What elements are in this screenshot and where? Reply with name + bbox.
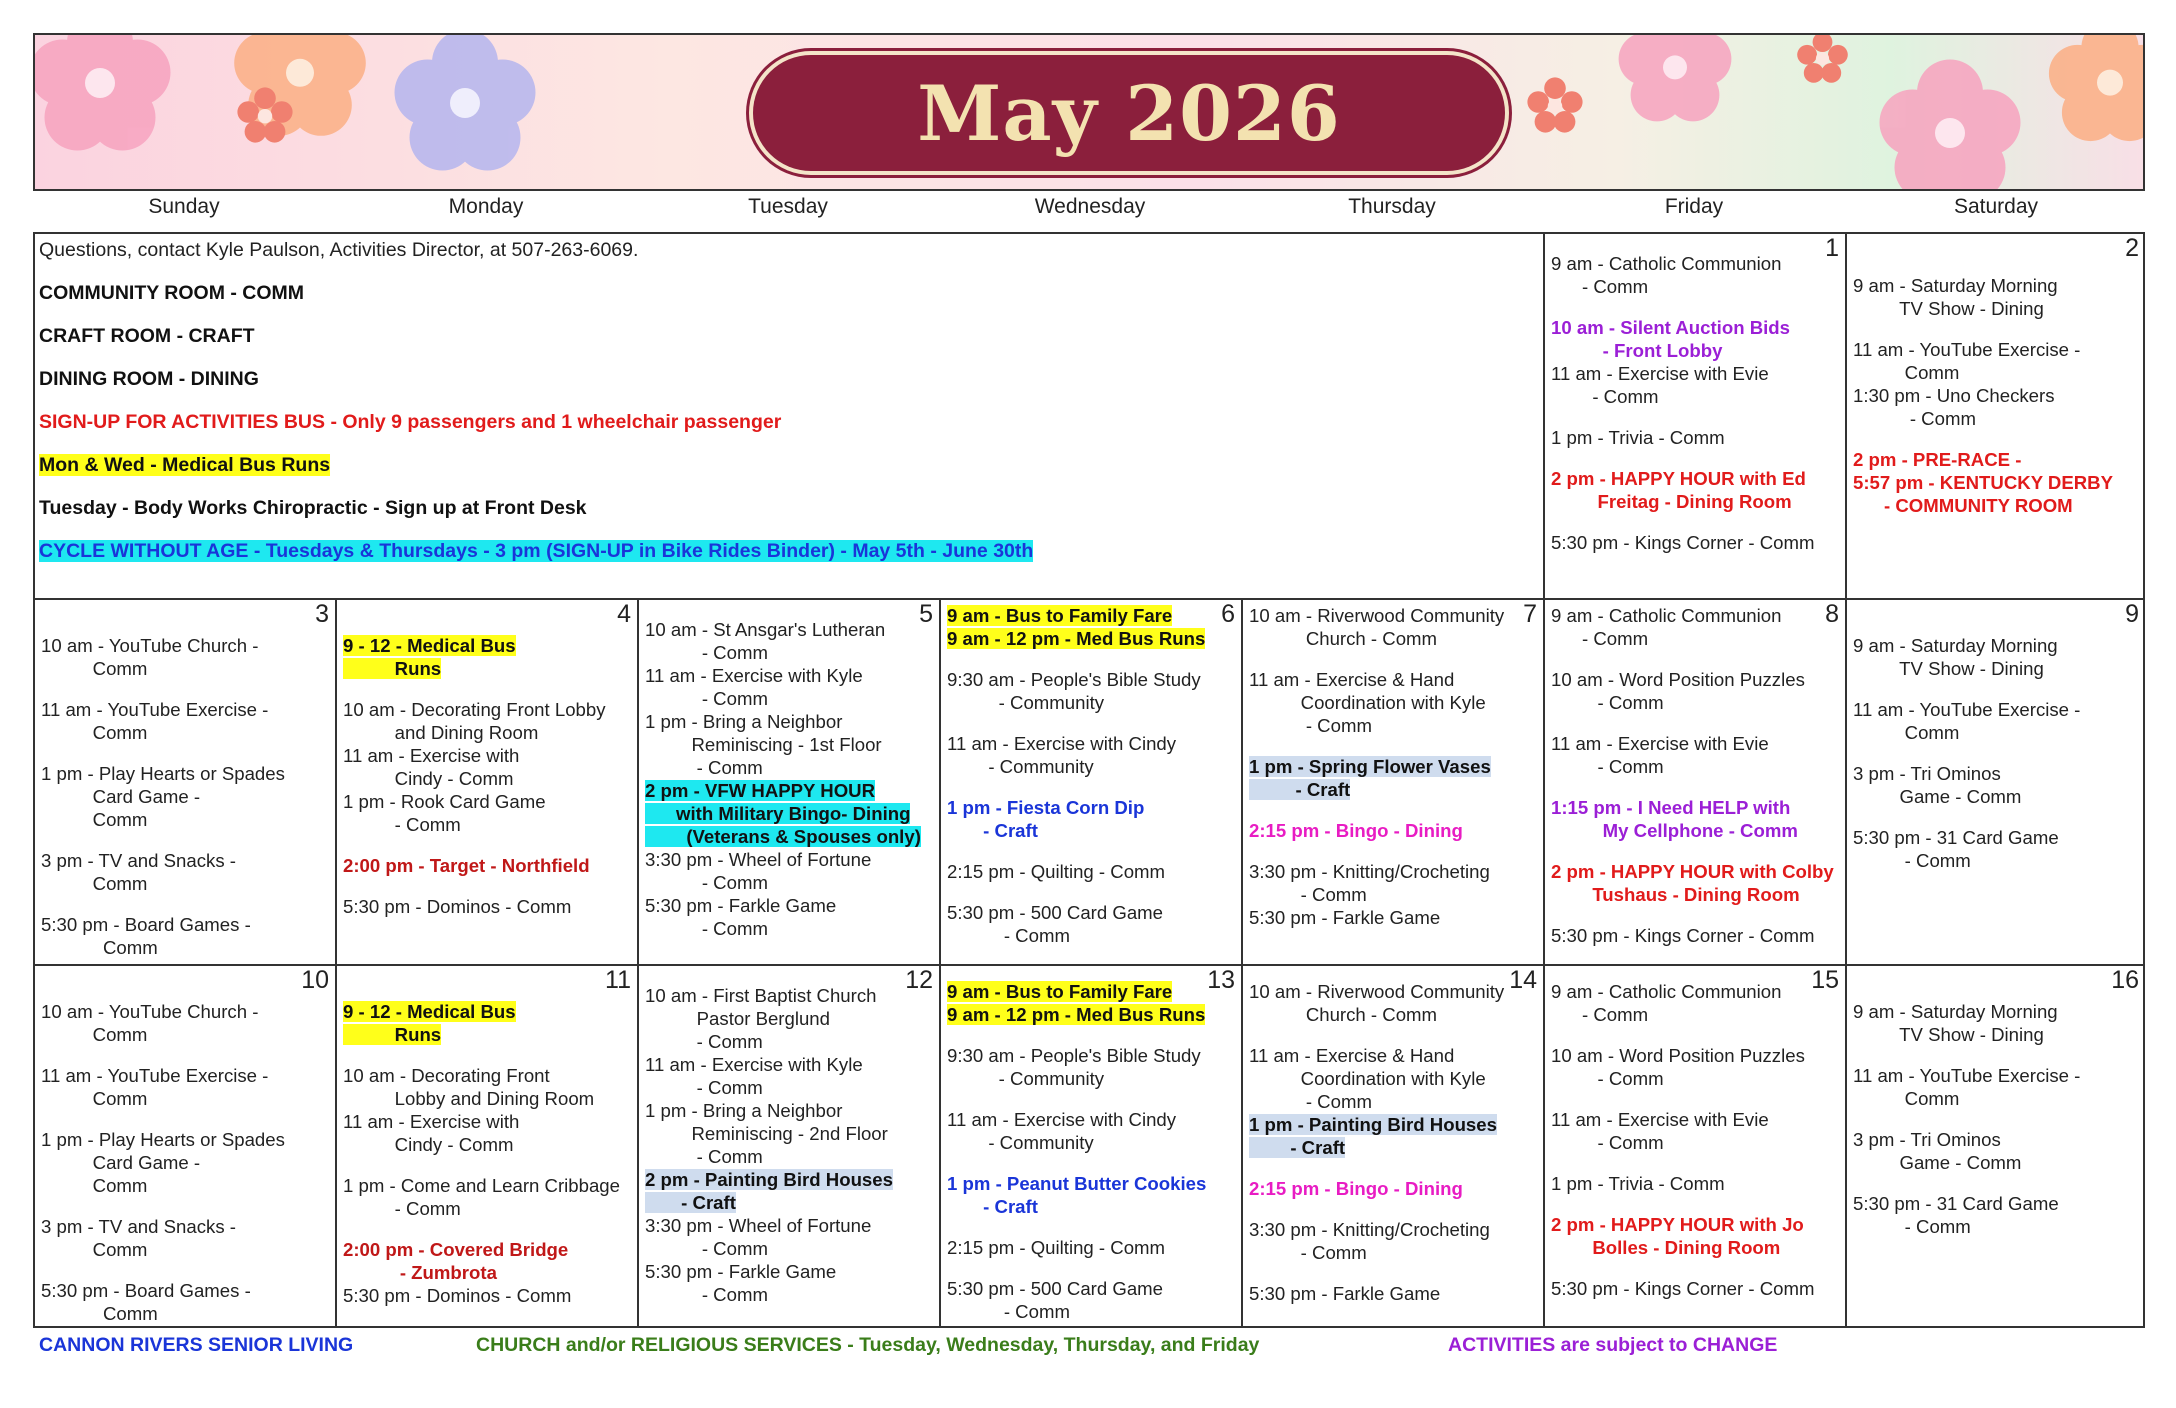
event-item: 1:30 pm - Uno Checkers - Comm: [1853, 385, 2055, 429]
event-item: 5:30 pm - 31 Card Game - Comm: [1853, 1193, 2059, 1237]
footer-org-name: CANNON RIVERS SENIOR LIVING: [39, 1334, 354, 1356]
event-list: [947, 980, 1237, 1326]
day-cell-16: [1847, 966, 2145, 1326]
event-item: 2:15 pm - Quilting - Comm: [947, 861, 1166, 882]
event-item: 11 am - Exercise with Cindy - Comm: [343, 745, 520, 789]
event-item: 10 am - Word Position Puzzles - Comm: [1551, 669, 1805, 713]
day-number: 2: [2125, 234, 2139, 262]
event-item: 3 pm - Tri Ominos Game - Comm: [1853, 763, 2022, 807]
event-item: 5:30 pm - 500 Card Game - Comm: [947, 1278, 1163, 1322]
flower-decoration-icon: [235, 85, 295, 145]
event-item: 1 pm - Trivia - Comm: [1551, 1173, 1725, 1194]
event-item: 9 am - Saturday Morning TV Show - Dining: [1853, 635, 2058, 679]
title-plate: [753, 55, 1505, 171]
event-item: 2:00 pm - Covered Bridge - Zumbrota: [343, 1239, 569, 1283]
info-line: [39, 537, 1529, 565]
event-list: [947, 604, 1237, 964]
event-item: [1249, 1113, 1539, 1159]
event-item: 5:30 pm - Kings Corner - Comm: [1551, 925, 1815, 946]
day-cell-4: [337, 600, 637, 964]
event-item: 5:30 pm - 500 Card Game - Comm: [947, 902, 1163, 946]
event-item: [947, 604, 1237, 650]
event-item: 3 pm - TV and Snacks - Comm: [41, 850, 236, 894]
event-item: 10 am - YouTube Church - Comm: [41, 1001, 259, 1045]
event-item: [947, 980, 1237, 1026]
event-item: 5:30 pm - Kings Corner - Comm: [1551, 1278, 1815, 1299]
day-cell-7: [1243, 600, 1543, 964]
info-line: [39, 451, 1529, 479]
event-item: [1249, 755, 1539, 801]
event-item: 2:00 pm - Target - Northfield: [343, 855, 590, 876]
event-list: [41, 1000, 331, 1326]
event-list: [1249, 604, 1539, 947]
day-cell-13: [941, 966, 1241, 1326]
day-cell-11: [337, 966, 637, 1326]
day-cell-8: [1545, 600, 1845, 964]
event-list: [343, 1000, 633, 1325]
event-item: 2:15 pm - Quilting - Comm: [947, 1237, 1166, 1258]
day-number: 11: [605, 966, 631, 994]
event-item: 10 am - First Baptist Church Pastor Berglund - Comm: [645, 985, 877, 1052]
day-number: 14: [1509, 966, 1537, 994]
event-item: 5:30 pm - Farkle Game - Comm: [645, 895, 837, 939]
event-item: 10 am - YouTube Church - Comm: [41, 635, 259, 679]
event-item: 11 am - Exercise with Cindy - Community: [947, 1109, 1177, 1153]
event-item: 3:30 pm - Knitting/Crocheting - Comm: [1249, 861, 1490, 905]
event-item: 10 am - Word Position Puzzles - Comm: [1551, 1045, 1805, 1089]
event-item: 9 am - Catholic Communion - Comm: [1551, 605, 1782, 649]
event-item: 1 pm - Play Hearts or Spades Card Game - Comm: [41, 1129, 285, 1196]
event-item: 9 am - Saturday Morning TV Show - Dining: [1853, 1001, 2058, 1045]
event-list: [645, 618, 935, 958]
event-item: 9 am - Catholic Communion - Comm: [1551, 253, 1782, 297]
event-item: 9:30 am - People's Bible Study - Community: [947, 1045, 1201, 1089]
event-list: [1551, 604, 1841, 964]
event-item: 9 am - Catholic Communion - Comm: [1551, 981, 1782, 1025]
highlighted-event: 9 - 12 - Medical Bus Runs: [343, 635, 516, 679]
event-item: 1 pm - Fiesta Corn Dip - Craft: [947, 797, 1145, 841]
highlighted-event: 9 am - Bus to Family Fare 9 am - 12 pm - Med Bus Runs: [947, 981, 1206, 1025]
title-banner: [33, 33, 2145, 191]
event-item: 3 pm - TV and Snacks - Comm: [41, 1216, 236, 1260]
flower-decoration-icon: [2045, 33, 2145, 145]
event-item: [645, 1168, 935, 1214]
weekday-label: Saturday: [1953, 195, 2039, 218]
event-item: 5:30 pm - Farkle Game: [1249, 907, 1441, 928]
event-item: 10 am - St Ansgar's Lutheran - Comm: [645, 619, 886, 663]
event-item: 5:30 pm - Board Games - Comm: [41, 1280, 251, 1324]
event-item: 1 pm - Play Hearts or Spades Card Game - Comm: [41, 763, 285, 830]
flower-decoration-icon: [1795, 33, 1850, 85]
event-item: [645, 779, 935, 848]
highlighted-event: 1 pm - Spring Flower Vases - Craft: [1249, 756, 1491, 800]
event-item: 2:15 pm - Bingo - Dining: [1249, 820, 1463, 841]
day-number: 10: [301, 966, 329, 994]
info-line: Questions, contact Kyle Paulson, Activities Director, at 507-263-6069.: [39, 239, 639, 261]
event-item: 5:30 pm - Farkle Game - Comm: [645, 1261, 837, 1305]
flower-decoration-icon: [1525, 75, 1585, 135]
event-item: 5:30 pm - Board Games - Comm: [41, 914, 251, 958]
event-list: [41, 634, 331, 964]
info-line: CRAFT ROOM - CRAFT: [39, 325, 255, 347]
day-number: 12: [905, 966, 933, 994]
day-number: 16: [2111, 966, 2139, 994]
footer: [0, 1334, 2176, 1364]
event-item: 2 pm - HAPPY HOUR with Jo Bolles - Dining Room: [1551, 1214, 1804, 1258]
highlighted-event: 9 am - Bus to Family Fare 9 am - 12 pm - Med Bus Runs: [947, 605, 1206, 649]
day-number: 5: [919, 600, 933, 628]
event-item: 11 am - Exercise with Kyle - Comm: [645, 1054, 863, 1098]
event-item: [343, 1000, 633, 1046]
event-item: 11 am - Exercise with Evie - Comm: [1551, 363, 1769, 407]
event-item: 2:15 pm - Bingo - Dining: [1249, 1178, 1463, 1199]
day-cell-1: [1545, 234, 1845, 598]
event-item: [343, 634, 633, 680]
event-item: 2 pm - PRE-RACE - 5:57 pm - KENTUCKY DERBY - COMMUNITY ROOM: [1853, 449, 2114, 516]
event-item: 1 pm - Peanut Butter Cookies - Craft: [947, 1173, 1207, 1217]
weekday-label: Sunday: [148, 195, 220, 218]
weekday-label: Tuesday: [748, 195, 828, 218]
highlighted-event: 2 pm - VFW HAPPY HOUR with Military Bingo- Dining (Veterans & Spouses only): [645, 780, 921, 847]
day-cell-14: [1243, 966, 1543, 1326]
event-item: 11 am - YouTube Exercise - Comm: [1853, 1065, 2081, 1109]
event-list: [1551, 252, 1841, 572]
event-list: [645, 984, 935, 1324]
event-item: 3 pm - Tri Ominos Game - Comm: [1853, 1129, 2022, 1173]
day-number: 8: [1825, 600, 1839, 628]
event-item: 9 am - Saturday Morning TV Show - Dining: [1853, 275, 2058, 319]
weekday-label: Thursday: [1348, 195, 1436, 218]
event-item: 9:30 am - People's Bible Study - Community: [947, 669, 1201, 713]
event-item: 11 am - Exercise with Kyle - Comm: [645, 665, 863, 709]
day-number: 3: [315, 600, 329, 628]
day-number: 13: [1207, 966, 1235, 994]
event-item: 5:30 pm - Farkle Game: [1249, 1283, 1441, 1304]
event-item: 11 am - Exercise with Cindy - Community: [947, 733, 1177, 777]
info-line: Tuesday - Body Works Chiropractic - Sign up at Front Desk: [39, 497, 587, 519]
highlighted-event: 1 pm - Painting Bird Houses - Craft: [1249, 1114, 1497, 1158]
event-item: 1 pm - Rook Card Game - Comm: [343, 791, 546, 835]
day-number: 1: [1825, 234, 1839, 262]
event-item: 5:30 pm - Dominos - Comm: [343, 1285, 572, 1306]
day-number: 15: [1811, 966, 1839, 994]
event-item: 3:30 pm - Wheel of Fortune - Comm: [645, 1215, 872, 1259]
day-number: 7: [1523, 600, 1537, 628]
event-item: 11 am - YouTube Exercise - Comm: [41, 1065, 269, 1109]
day-number: 9: [2125, 600, 2139, 628]
page-title: May 2026: [917, 69, 1341, 158]
event-item: 1 pm - Trivia - Comm: [1551, 427, 1725, 448]
event-item: 10 am - Riverwood Community Church - Comm: [1249, 981, 1505, 1025]
day-cell-10: [35, 966, 335, 1326]
highlighted-text: Mon & Wed - Medical Bus Runs: [39, 454, 331, 476]
event-item: 11 am - Exercise with Evie - Comm: [1551, 1109, 1769, 1153]
day-cell-5: [639, 600, 939, 964]
day-cell-6: [941, 600, 1241, 964]
event-item: 10 am - Decorating Front Lobby and Dining Room: [343, 1065, 595, 1109]
flower-decoration-icon: [33, 33, 175, 155]
highlighted-text: CYCLE WITHOUT AGE - Tuesdays & Thursdays - 3 pm (SIGN-UP in Bike Rides Binder) - May 5th - June 30th: [39, 540, 1034, 562]
event-item: 5:30 pm - Dominos - Comm: [343, 896, 572, 917]
event-item: 10 am - Riverwood Community Church - Comm: [1249, 605, 1505, 649]
flower-decoration-icon: [1615, 33, 1735, 125]
weekday-label: Wednesday: [1034, 195, 1146, 218]
event-item: 5:30 pm - Kings Corner - Comm: [1551, 532, 1815, 553]
event-item: 10 am - Decorating Front Lobby and Dining Room: [343, 699, 606, 743]
event-item: 2 pm - HAPPY HOUR with Colby Tushaus - Dining Room: [1551, 861, 1834, 905]
footer-services-note: CHURCH and/or RELIGIOUS SERVICES - Tuesday, Wednesday, Thursday, and Friday: [476, 1334, 1260, 1356]
weekday-label: Friday: [1664, 195, 1724, 218]
event-list: [1853, 1000, 2141, 1256]
info-line: DINING ROOM - DINING: [39, 368, 259, 390]
event-item: 2 pm - HAPPY HOUR with Ed Freitag - Dining Room: [1551, 468, 1806, 512]
flower-decoration-icon: [390, 33, 540, 175]
event-list: [1551, 980, 1841, 1318]
highlighted-event: 2 pm - Painting Bird Houses - Craft: [645, 1169, 893, 1213]
weekday-label: Monday: [448, 195, 524, 218]
event-item: 11 am - Exercise & Hand Coordination with Kyle - Comm: [1249, 1045, 1486, 1112]
day-number: 4: [617, 600, 631, 628]
event-list: [1853, 274, 2141, 535]
highlighted-event: 9 - 12 - Medical Bus Runs: [343, 1001, 516, 1045]
day-cell-2: [1847, 234, 2145, 598]
day-cell-3: [35, 600, 335, 964]
flower-decoration-icon: [1875, 55, 2025, 191]
event-list: [1249, 980, 1539, 1323]
event-item: 1 pm - Bring a Neighbor Reminiscing - 2nd Floor - Comm: [645, 1100, 888, 1167]
day-cell-15: [1545, 966, 1845, 1326]
event-item: 3:30 pm - Knitting/Crocheting - Comm: [1249, 1219, 1490, 1263]
info-line: COMMUNITY ROOM - COMM: [39, 282, 305, 304]
day-cell-9: [1847, 600, 2145, 964]
event-item: 11 am - Exercise & Hand Coordination with Kyle - Comm: [1249, 669, 1486, 736]
event-list: [1853, 634, 2141, 890]
weekday-header-row: [33, 191, 2145, 231]
info-line: SIGN-UP FOR ACTIVITIES BUS - Only 9 passengers and 1 wheelchair passenger: [39, 411, 782, 433]
event-item: 11 am - Exercise with Cindy - Comm: [343, 1111, 520, 1155]
event-item: 1:15 pm - I Need HELP with My Cellphone - Comm: [1551, 797, 1798, 841]
event-item: 11 am - Exercise with Evie - Comm: [1551, 733, 1769, 777]
event-item: 11 am - YouTube Exercise - Comm: [1853, 339, 2081, 383]
event-list: [343, 634, 633, 936]
day-cell-12: [639, 966, 939, 1326]
event-item: 3:30 pm - Wheel of Fortune - Comm: [645, 849, 872, 893]
info-notes: [39, 236, 1529, 580]
event-item: 10 am - Silent Auction Bids - Front Lobby: [1551, 317, 1791, 361]
event-item: 5:30 pm - 31 Card Game - Comm: [1853, 827, 2059, 871]
day-number: 6: [1221, 600, 1235, 628]
event-item: 11 am - YouTube Exercise - Comm: [1853, 699, 2081, 743]
event-item: 11 am - YouTube Exercise - Comm: [41, 699, 269, 743]
footer-change-note: ACTIVITIES are subject to CHANGE: [1448, 1334, 1778, 1356]
event-item: 1 pm - Come and Learn Cribbage - Comm: [343, 1175, 620, 1219]
event-item: 1 pm - Bring a Neighbor Reminiscing - 1st Floor - Comm: [645, 711, 882, 778]
